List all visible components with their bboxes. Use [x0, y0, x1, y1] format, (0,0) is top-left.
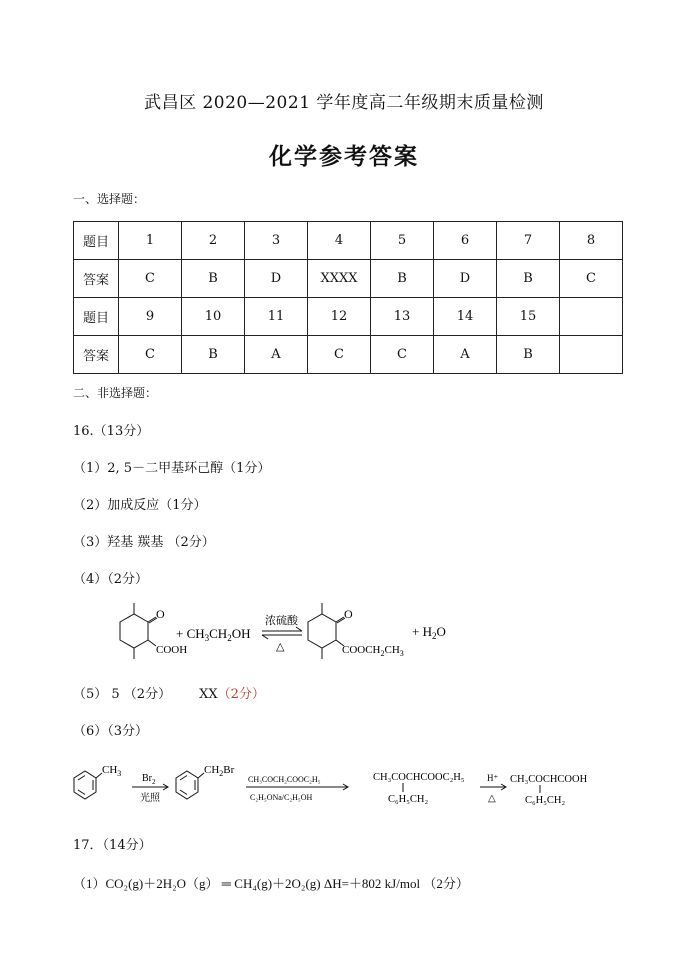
section-choice-heading: 一、选择题： [73, 192, 146, 206]
esterification-equation [90, 600, 470, 670]
table-row [74, 336, 623, 374]
table-cell: 1 [119, 222, 182, 260]
table-row [74, 298, 623, 336]
page-title: 化学参考答案 [269, 143, 419, 170]
table-cell: XXXX [308, 260, 371, 298]
exam-header: 武昌区 2020—2021 学年度高二年级期末质量检测 [144, 93, 544, 113]
table-row [74, 260, 623, 298]
light-condition: 光照 [140, 793, 160, 804]
synthesis-route [70, 756, 640, 816]
table-cell [560, 298, 623, 336]
section-nonchoice-heading: 二、非选择题： [73, 386, 158, 400]
table-cell: 题目 [74, 298, 119, 336]
table-cell: 14 [434, 298, 497, 336]
q16-answer-5-text: （5） 5 （2分） [73, 687, 172, 702]
product-ketone-o: O [344, 607, 353, 621]
q16-answer-4-label: （4）（2分） [73, 572, 149, 587]
alkylation-reagent: CH₃COCH₂COOC₂H₅ [248, 775, 321, 784]
table-row [74, 222, 623, 260]
table-cell: D [245, 260, 308, 298]
table-cell: 3 [245, 222, 308, 260]
water-formula: + $H_2O$ [412, 624, 446, 641]
q16-answer-5-score: （2分） [217, 687, 265, 702]
table-cell: 15 [497, 298, 560, 336]
ch2br-label: $CH_2Br$ [204, 764, 235, 778]
table-cell: A [434, 336, 497, 374]
table-cell: 题目 [74, 222, 119, 260]
table-cell: C [119, 336, 182, 374]
reactant-ketone-o: O [156, 607, 165, 621]
reversible-arrow [262, 627, 302, 639]
table-cell: C [371, 336, 434, 374]
q16-heading: 16.（13分） [73, 424, 150, 439]
q16-answer-1: （1）2, 5－二甲基环己醇（1分） [73, 461, 271, 476]
table-cell: B [182, 336, 245, 374]
table-cell: A [245, 336, 308, 374]
table-cell: 13 [371, 298, 434, 336]
table-cell: D [434, 260, 497, 298]
benzyl-bromide-structure [176, 771, 204, 799]
table-cell: 9 [119, 298, 182, 336]
table-cell: 8 [560, 222, 623, 260]
table-cell: B [371, 260, 434, 298]
q16-answer-6-label: （6）（3分） [73, 724, 149, 739]
ethanol-formula: + $CH_3CH_2OH$ [176, 626, 251, 643]
q17-answer-1: （1）CO₂(g)＋2H₂O（g） ═ CH₄(g)＋2O₂(g) ΔH=＋802 kJ/mol （2分） [73, 876, 469, 891]
heat-symbol: △ [276, 641, 285, 653]
methyl-label: $CH_3$ [102, 764, 122, 778]
table-cell: 4 [308, 222, 371, 260]
table-cell: 2 [182, 222, 245, 260]
final-product-top: CH₃COCHCOOH [510, 774, 588, 785]
reactant-ring-structure [120, 603, 157, 659]
q17-heading: 17．（14分） [73, 838, 152, 853]
alkylation-base: C₂H₅ONa/C₂H₅OH [250, 793, 313, 802]
table-cell [560, 336, 623, 374]
intermediate-top: CH₃COCHCOOC₂H₅ [373, 772, 465, 783]
table-cell: 11 [245, 298, 308, 336]
table-cell: 12 [308, 298, 371, 336]
table-cell: 答案 [74, 260, 119, 298]
table-cell: 答案 [74, 336, 119, 374]
q16-answer-5-xx: XX [199, 687, 218, 702]
answer-table [73, 221, 623, 374]
product-ring-structure [308, 603, 345, 659]
product-ester-group: $COOCH_2CH_3$ [342, 644, 404, 658]
table-cell: 6 [434, 222, 497, 260]
intermediate-bottom: C₆H₅CH₂ [388, 794, 429, 805]
q16-answer-2: （2）加成反应（1分） [73, 498, 207, 513]
q16-answer-5 [73, 683, 265, 702]
catalyst-label: 浓硫酸 [265, 615, 298, 627]
table-cell: B [497, 260, 560, 298]
bromine-reagent: $Br_2$ [142, 773, 156, 786]
table-cell: 10 [182, 298, 245, 336]
table-cell: 5 [371, 222, 434, 260]
q16-answer-3: （3）羟基 羰基 （2分） [73, 535, 215, 550]
acid-condition: H⁺ [487, 773, 499, 783]
table-cell: 7 [497, 222, 560, 260]
table-cell: C [560, 260, 623, 298]
toluene-structure [74, 771, 102, 799]
table-cell: B [497, 336, 560, 374]
table-cell: C [308, 336, 371, 374]
table-cell: C [119, 260, 182, 298]
final-product-bottom: C₆H₅CH₂ [525, 795, 566, 806]
table-cell: B [182, 260, 245, 298]
heat-condition: △ [488, 793, 496, 804]
reactant-cooh: COOH [156, 644, 188, 656]
